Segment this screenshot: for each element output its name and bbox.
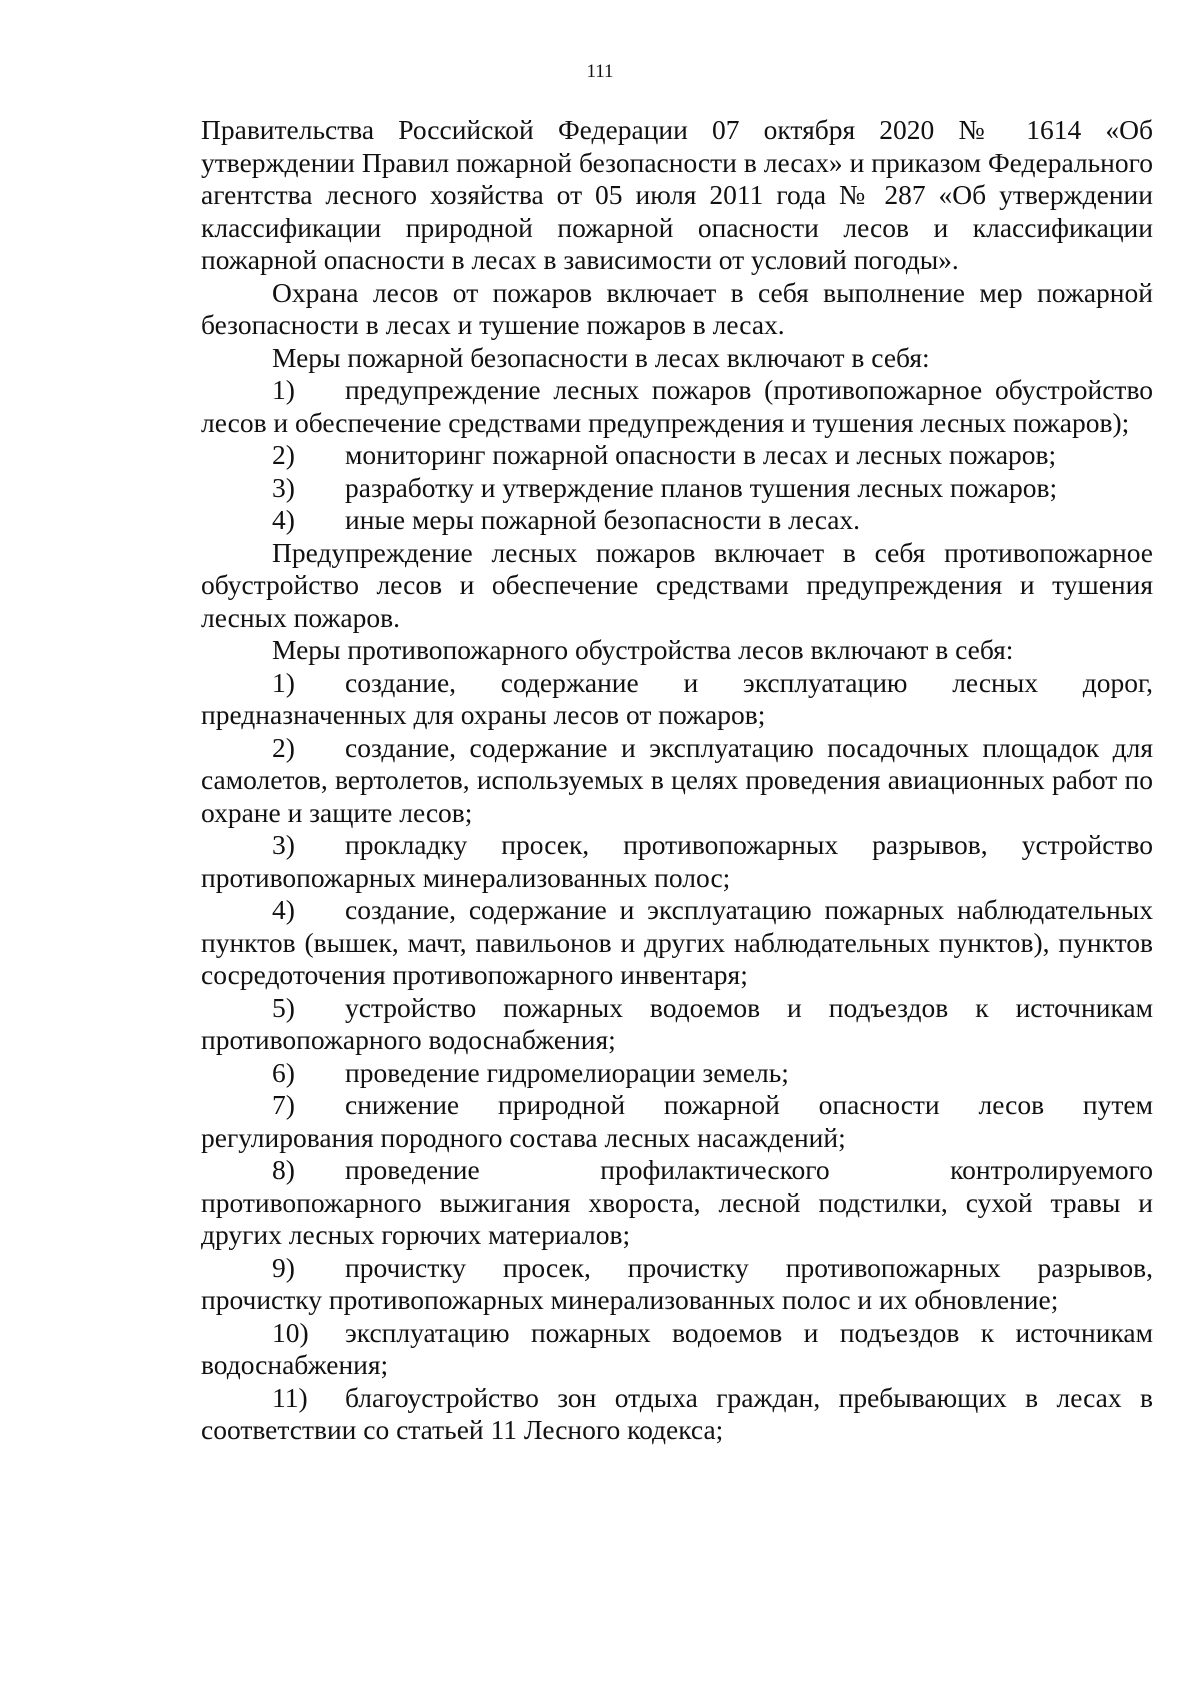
list-item-text: предупреждение лесных пожаров (противопожарное обустройство лесов и обеспечение средствами предупреждения и тушения лесных пожаров); [201, 374, 1153, 438]
list-item [201, 504, 1153, 537]
list-item [201, 1252, 1153, 1317]
list-item-text: мониторинг пожарной опасности в лесах и лесных пожаров; [345, 439, 1057, 470]
list-item-text: эксплуатацию пожарных водоемов и подъездов к источникам водоснабжения; [201, 1316, 1153, 1380]
list-item [201, 667, 1153, 732]
list-item-number: 10) [272, 1316, 309, 1348]
list-item [201, 439, 1153, 472]
list-item-number: 7) [272, 1089, 295, 1120]
list-item-number: 1) [272, 666, 295, 698]
list-item [201, 1317, 1153, 1382]
list-item-text: проведение гидромелиорации земель; [345, 1056, 789, 1088]
list-item [201, 1089, 1153, 1154]
list-item [201, 894, 1153, 992]
list-item-text: иные меры пожарной безопасности в лесах. [345, 504, 861, 535]
list-item-number: 6) [272, 1056, 295, 1088]
list-item-text: благоустройство зон отдыха граждан, пребывающих в лесах в соответствии со статьей 11 Лесного кодекса; [201, 1381, 1153, 1445]
list-item [201, 829, 1153, 894]
paragraph-forest-protection: Охрана лесов от пожаров включает в себя выполнение мер пожарной безопасности в лесах и тушение пожаров в лесах. [201, 276, 1153, 340]
list-item-text: проведение профилактического контролируемого противопожарного выжигания хвороста, лесной подстилки, сухой травы и других лесных горючих материалов; [201, 1154, 1153, 1250]
list-item-text: снижение природной пожарной опасности лесов путем регулирования породного состава лесных насаждений; [201, 1089, 1153, 1153]
fire-safety-measures-list [201, 374, 1153, 537]
page-number: 111 [586, 61, 614, 82]
list-item-number: 4) [272, 894, 295, 925]
paragraph-legal-basis: Правительства Российской Федерации 07 октября 2020 № 1614 «Об утверждении Правил пожарной безопасности в лесах» и приказом Федерального агентства лесного хозяйства от 05 июля 2011 года № 287 «Об утверждении классификации природной пожарной опасности лесов и классификации пожарной опасности в лесах в зависимости от условий погоды». [201, 114, 1153, 275]
list-item-number: 2) [272, 439, 295, 470]
list-item [201, 1154, 1153, 1252]
list-item-text: создание, содержание и эксплуатацию посадочных площадок для самолетов, вертолетов, используемых в целях проведения авиационных работ по охране и защите лесов; [201, 731, 1153, 828]
list-item-number: 3) [272, 829, 295, 860]
document-body [201, 114, 1153, 1447]
list-item-number: 5) [272, 991, 295, 1023]
fire-infrastructure-measures-list [201, 667, 1153, 1447]
list-item-number: 2) [272, 731, 295, 763]
paragraph-fire-safety-measures: Меры пожарной безопасности в лесах включают в себя: [272, 341, 930, 373]
list-item [201, 1057, 1153, 1090]
list-item-text: разработку и утверждение планов тушения лесных пожаров; [345, 471, 1058, 503]
list-item-number: 3) [272, 471, 295, 503]
list-item-text: создание, содержание и эксплуатацию лесных дорог, предназначенных для охраны лесов от пожаров; [201, 666, 1153, 730]
list-item-text: прокладку просек, противопожарных разрывов, устройство противопожарных минерализованных полос; [201, 829, 1153, 893]
list-item-number: 8) [272, 1154, 295, 1185]
list-item [201, 1382, 1153, 1447]
list-item [201, 374, 1153, 439]
list-item-number: 9) [272, 1251, 295, 1283]
paragraph-fire-infrastructure-measures: Меры противопожарного обустройства лесов включают в себя: [272, 634, 1014, 665]
list-item-number: 11) [272, 1381, 308, 1413]
paragraph-fire-prevention: Предупреждение лесных пожаров включает в себя противопожарное обустройство лесов и обеспечение средствами предупреждения и тушения лесных пожаров. [201, 536, 1153, 633]
list-item [201, 732, 1153, 830]
list-item-number: 1) [272, 374, 295, 405]
list-item [201, 472, 1153, 505]
list-item-text: создание, содержание и эксплуатацию пожарных наблюдательных пунктов (вышек, мачт, павильонов и других наблюдательных пунктов), пунктов сосредоточения противопожарного инвентаря; [201, 894, 1153, 990]
list-item [201, 992, 1153, 1057]
list-item-text: устройство пожарных водоемов и подъездов к источникам противопожарного водоснабжения; [201, 991, 1153, 1055]
list-item-text: прочистку просек, прочистку противопожарных разрывов, прочистку противопожарных минерализованных полос и их обновление; [201, 1251, 1153, 1315]
list-item-number: 4) [272, 504, 295, 535]
